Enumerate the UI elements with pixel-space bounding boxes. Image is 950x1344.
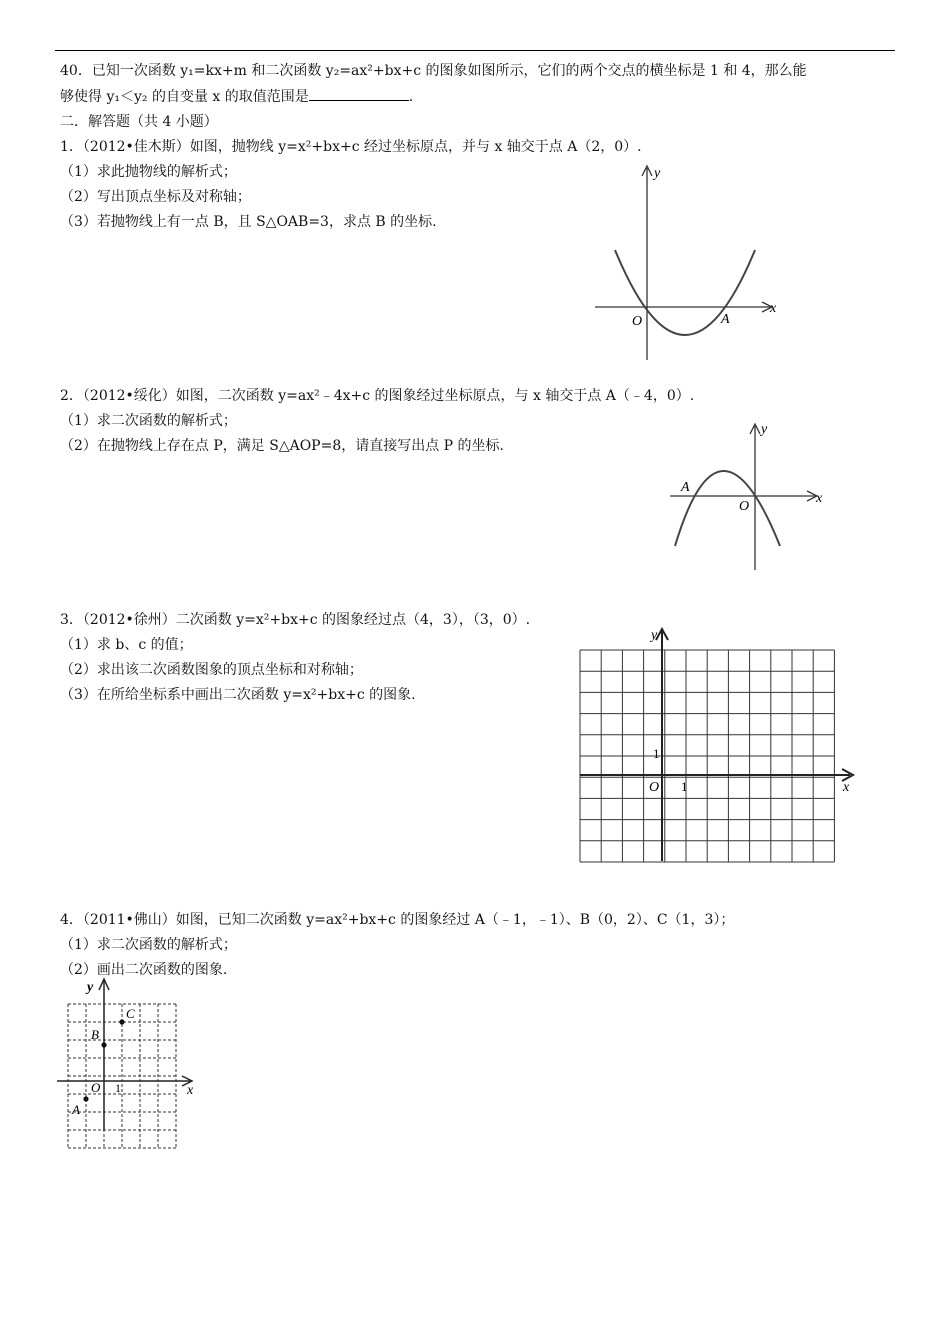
p3-stem: 3．（2012•徐州）二次函数 y=x²+bx+c 的图象经过点（4，3），（3，0）. (60, 612, 531, 628)
p2-point-a-label: A (681, 480, 690, 495)
p2-stem: 2．（2012•绥化）如图，二次函数 y=ax²﹣4x+c 的图象经过坐标原点，与 x 轴交于点 A（﹣4，0）. (60, 388, 695, 404)
p3-y-unit-label: 1 (653, 746, 660, 761)
p4-point-a-label: A (72, 1102, 80, 1117)
p2-q1: （1）求二次函数的解析式； (60, 413, 237, 429)
p2-x-label: x (816, 491, 823, 506)
p4-point-c (119, 1019, 124, 1024)
p4-unit-label: 1 (115, 1081, 121, 1095)
p4-point-b-label: B (91, 1027, 99, 1042)
p2-origin-label: O (739, 499, 750, 514)
p1-figure (590, 160, 790, 365)
p1-x-label: x (770, 301, 777, 316)
p4-origin-label: O (91, 1080, 101, 1095)
p1-origin-label: O (632, 314, 643, 329)
p2-parabola (675, 471, 780, 546)
p2-figure (665, 420, 840, 575)
p3-q2: （2）求出该二次函数图象的顶点坐标和对称轴； (60, 662, 363, 678)
p4-grid-figure (55, 975, 205, 1135)
p3-x-unit-label: 1 (681, 779, 688, 794)
p1-stem: 1．（2012•佳木斯）如图，抛物线 y=x²+bx+c 经过坐标原点，并与 x 轴交于点 A（2，0）. (60, 139, 642, 155)
answer-blank[interactable] (309, 88, 409, 101)
p3-grid-figure (575, 625, 860, 870)
p4-stem: 4．（2011•佛山）如图，已知二次函数 y=ax²+bx+c 的图象经过 A（﹣1，﹣1）、B（0，2）、C（1，3）； (60, 912, 735, 928)
q40-line1: 40．已知一次函数 y₁=kx+m 和二次函数 y₂=ax²+bx+c 的图象如图所示，它们的两个交点的横坐标是 1 和 4，那么能 (60, 63, 807, 79)
p4-q2: （2）画出二次函数的图象. (60, 962, 228, 978)
top-rule (55, 50, 895, 51)
p3-grid-lines (580, 650, 834, 862)
p3-x-label: x (843, 780, 850, 795)
p4-grid-lines (68, 1004, 176, 1148)
p1-y-label: y (654, 166, 661, 181)
p4-point-b (101, 1042, 106, 1047)
p1-q1: （1）求此抛物线的解析式； (60, 164, 237, 180)
p4-x-label: x (187, 1083, 194, 1098)
p1-q2: （2）写出顶点坐标及对称轴； (60, 189, 251, 205)
p2-q2: （2）在抛物线上存在点 P，满足 S△AOP=8，请直接写出点 P 的坐标. (60, 438, 504, 454)
q40-line2-text: 够使得 y₁＜y₂ 的自变量 x 的取值范围是 (60, 89, 309, 105)
p4-y-label: y (87, 980, 94, 995)
p2-y-label: y (761, 422, 768, 437)
p4-point-c-label: C (126, 1006, 135, 1021)
p3-origin-label: O (649, 780, 660, 795)
p4-q1: （1）求二次函数的解析式； (60, 937, 237, 953)
p3-q3: （3）在所给坐标系中画出二次函数 y=x²+bx+c 的图象. (60, 687, 416, 703)
q40-line2 (60, 88, 413, 106)
q40-line2-end: . (408, 89, 414, 105)
p1-q3: （3）若抛物线上有一点 B，且 S△OAB=3，求点 B 的坐标. (60, 214, 437, 230)
section-title: 二．解答题（共 4 小题） (60, 114, 218, 130)
p1-point-a-label: A (721, 312, 730, 327)
p4-point-a (83, 1096, 88, 1101)
p3-q1: （1）求 b、c 的值； (60, 637, 193, 653)
p3-y-label: y (651, 628, 658, 643)
